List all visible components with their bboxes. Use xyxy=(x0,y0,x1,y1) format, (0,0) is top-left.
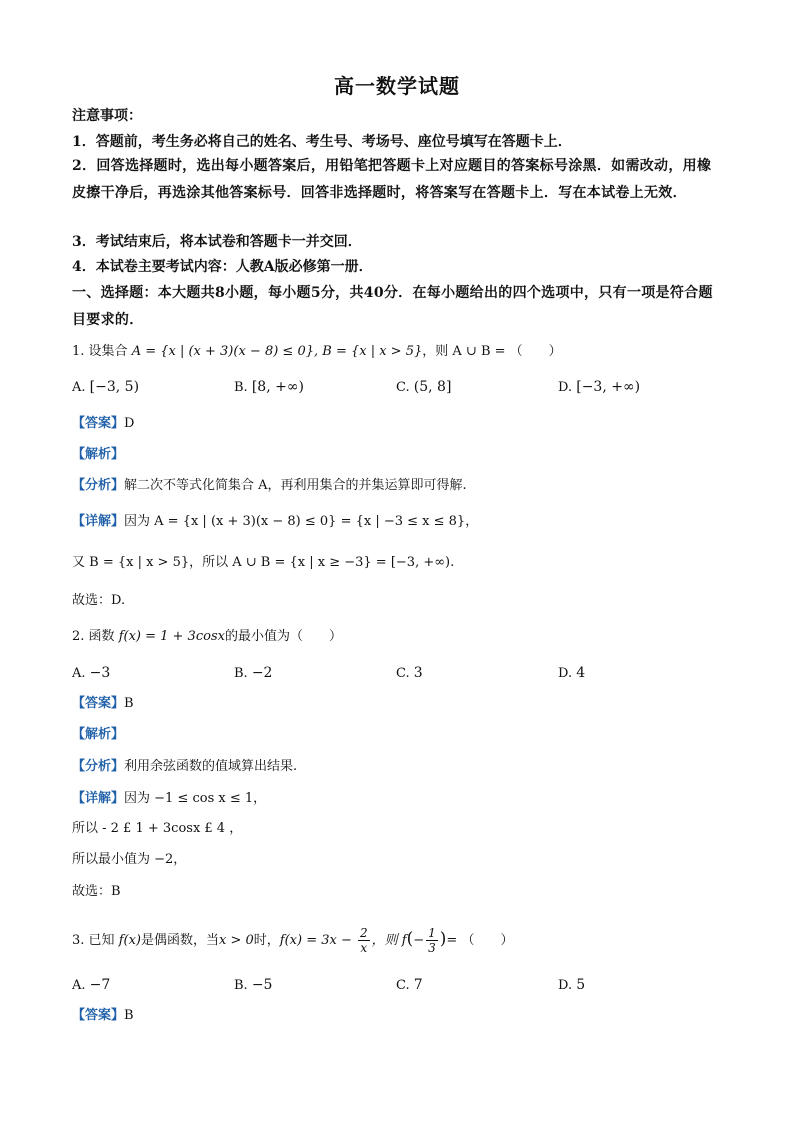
q3-condition: x > 0 xyxy=(219,933,254,948)
option-value: 3 xyxy=(413,665,423,681)
option-value: −5 xyxy=(251,977,273,993)
q3-option-a xyxy=(72,976,110,995)
option-letter: B. xyxy=(234,380,248,395)
q2-line-2: 所以 - 2 £ 1 + 3cosx £ 4 ， xyxy=(72,821,243,836)
q3-fraction-2 xyxy=(426,926,438,955)
q3-suffix: = （ ） xyxy=(446,933,514,948)
option-value: [−3, +∞) xyxy=(576,379,641,395)
xiangjie-line-1: 因为 A = {x | (x + 3)(x − 8) ≤ 0} = {x | −3 ≤ x ≤ 8}， xyxy=(124,514,479,529)
option-value: 5 xyxy=(576,977,586,993)
answer-value: B xyxy=(124,1008,134,1023)
q1-option-a xyxy=(72,378,139,397)
option-letter: C. xyxy=(396,978,410,993)
option-value: 7 xyxy=(413,977,423,993)
q2-function: f(x) = 1 + 3cosx xyxy=(118,629,225,644)
q1-analysis xyxy=(72,446,124,464)
fraction-numerator: 1 xyxy=(428,926,436,940)
notice-item-2: 2．回答选择题时，选出每小题答案后，用铅笔把答题卡上对应题目的答案标号涂黑．如需改动，用橡皮擦干净后，再选涂其他答案标号．回答非选择题时，将答案写在答题卡上．写在本试卷上无效． xyxy=(72,158,712,201)
option-letter: A. xyxy=(72,978,86,993)
option-value: [−3, 5) xyxy=(89,379,140,395)
q3-mid-3: ，则 f xyxy=(371,933,407,948)
option-letter: D. xyxy=(558,380,573,395)
q1-set-b: , B = {x | x > 5} xyxy=(314,344,423,359)
q2-option-c xyxy=(396,664,423,683)
q3-mid-1: 是偶函数，当 xyxy=(140,933,219,948)
fenxi-text: 解二次不等式化简集合 A，再利用集合的并集运算即可得解. xyxy=(124,478,467,493)
notice-item-1: 1．答题前，考生务必将自己的姓名、考生号、考场号、座位号填写在答题卡上． xyxy=(72,134,572,150)
q3-expression: f(x) = 3x − xyxy=(279,933,352,948)
question-2 xyxy=(72,628,342,646)
q2-option-d xyxy=(558,664,585,683)
notice-item-4: 4．本试卷主要考试内容：人教A版必修第一册． xyxy=(72,259,373,275)
option-value: [8, +∞) xyxy=(251,379,304,395)
xiangjie-tag: 【详解】 xyxy=(72,791,125,806)
option-letter: A. xyxy=(72,666,86,681)
page-title: 高一数学试题 xyxy=(334,74,460,98)
left-paren: ( xyxy=(406,929,414,949)
q3-prefix: 3. 已知 xyxy=(72,933,115,948)
q3-minus-sign: − xyxy=(413,933,425,948)
fenxi-text: 利用余弦函数的值域算出结果. xyxy=(124,759,298,774)
xiangjie-line-1: 因为 −1 ≤ cos x ≤ 1， xyxy=(124,791,267,806)
fenxi-tag: 【分析】 xyxy=(72,478,125,493)
q1-option-d xyxy=(558,378,640,397)
q3-fx: f(x) xyxy=(118,933,141,948)
q1-prefix: 1. 设集合 xyxy=(72,344,128,359)
q1-xiangjie xyxy=(72,513,478,531)
q3-mid-2: 时， xyxy=(253,933,280,948)
q2-option-b xyxy=(234,664,272,683)
q3-option-d xyxy=(558,976,585,995)
q3-fraction-1 xyxy=(358,926,370,955)
option-letter: D. xyxy=(558,978,573,993)
q1-answer xyxy=(72,415,134,433)
right-paren: ) xyxy=(439,929,447,949)
q1-option-c xyxy=(396,378,451,397)
answer-value: B xyxy=(124,696,134,711)
q1-conclusion: 故选：D. xyxy=(72,593,126,608)
q2-fenxi xyxy=(72,758,297,776)
answer-tag: 【答案】 xyxy=(72,696,125,711)
q2-analysis xyxy=(72,726,124,744)
option-letter: C. xyxy=(396,380,410,395)
option-letter: B. xyxy=(234,666,248,681)
q1-option-b xyxy=(234,378,304,397)
q1-suffix: ，则 A ∪ B = （ ） xyxy=(422,344,562,359)
answer-tag: 【答案】 xyxy=(72,416,125,431)
q1-set-a: A = {x | (x + 3)(x − 8) ≤ 0} xyxy=(131,344,314,359)
q3-answer xyxy=(72,1007,134,1025)
q2-line-3: 所以最小值为 −2， xyxy=(72,852,187,867)
option-value: −2 xyxy=(251,665,273,681)
q2-conclusion: 故选：B xyxy=(72,884,121,899)
option-letter: D. xyxy=(558,666,573,681)
option-value: −3 xyxy=(89,665,111,681)
fenxi-tag: 【分析】 xyxy=(72,759,125,774)
option-value: (5, 8] xyxy=(413,379,452,395)
question-3 xyxy=(72,924,513,956)
q1-fenxi xyxy=(72,477,467,495)
xiangjie-tag: 【详解】 xyxy=(72,514,125,529)
q2-xiangjie xyxy=(72,790,266,808)
analysis-tag: 【解析】 xyxy=(72,727,125,742)
q2-suffix: 的最小值为（ ） xyxy=(224,629,342,644)
notice-item-3: 3．考试结束后，将本试卷和答题卡一并交回． xyxy=(72,234,362,250)
option-letter: A. xyxy=(72,380,86,395)
q3-option-b xyxy=(234,976,272,995)
option-letter: C. xyxy=(396,666,410,681)
option-value: −7 xyxy=(89,977,111,993)
answer-tag: 【答案】 xyxy=(72,1008,125,1023)
q1-xiangjie-2: 又 B = {x | x > 5}，所以 A ∪ B = {x | x ≥ −3} = [−3, +∞). xyxy=(72,555,455,570)
answer-value: D xyxy=(124,416,135,431)
q2-option-a xyxy=(72,664,110,683)
fraction-denominator: x xyxy=(360,941,368,955)
analysis-tag: 【解析】 xyxy=(72,447,125,462)
q2-prefix: 2. 函数 xyxy=(72,629,115,644)
fraction-numerator: 2 xyxy=(360,926,368,940)
notice-heading: 注意事项： xyxy=(72,108,142,124)
q2-answer xyxy=(72,695,134,713)
option-value: 4 xyxy=(576,665,586,681)
question-1 xyxy=(72,343,562,361)
option-letter: B. xyxy=(234,978,248,993)
q3-option-c xyxy=(396,976,423,995)
section-heading: 一、选择题：本大题共8小题，每小题5分，共40分．在每小题给出的四个选项中，只有一项是符合题目要求的． xyxy=(72,285,713,328)
fraction-denominator: 3 xyxy=(428,941,436,955)
